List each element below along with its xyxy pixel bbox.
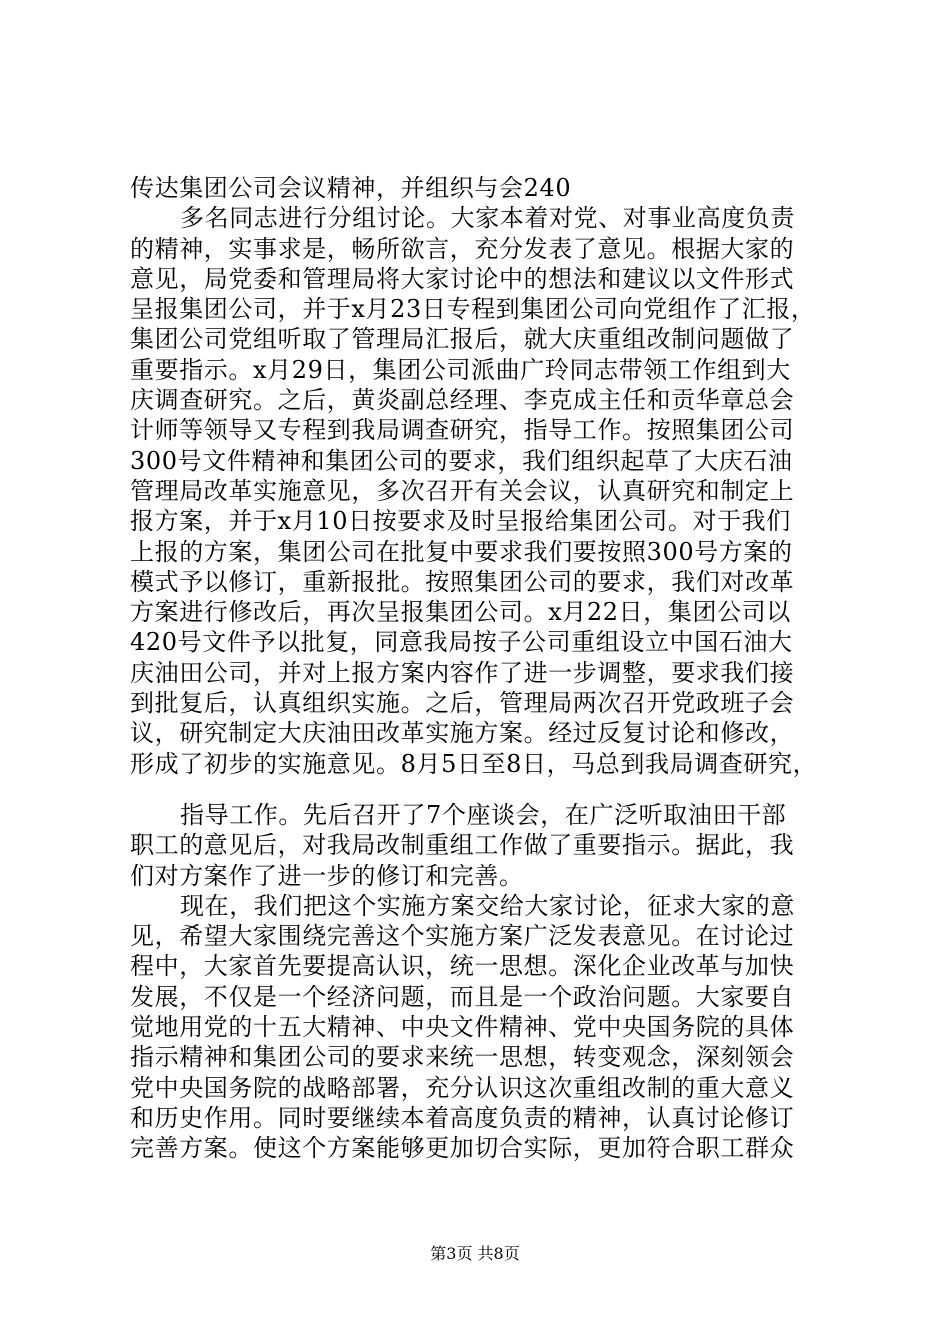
text-line: 们对方案作了进一步的修订和完善。 [130,861,524,890]
text-line: 议，研究制定大庆油田改革实施方案。经过反复讨论和修改， [130,719,795,748]
text-line: 庆调查研究。之后，黄炎副总经理、李克成主任和贡华章总会 [130,386,795,415]
text-line: 上报的方案，集团公司在批复中要求我们要按照300号方案的 [130,537,793,566]
text-block-2 [130,800,830,1164]
text-line: 完善方案。使这个方案能够更加切合实际，更加符合职工群众 [130,1134,795,1163]
text-line: 传达集团公司会议精神，并组织与会240 [130,174,572,202]
text-line: 见，希望大家围绕完善这个实施方案广泛发表意见。在讨论过 [130,922,795,951]
text-line: 计师等领导又专程到我局调查研究，指导工作。按照集团公司 [130,416,795,445]
text-line: 300号文件精神和集团公司的要求，我们组织起草了大庆石油 [130,446,793,475]
text-line: 报方案，并于x月10日按要求及时呈报给集团公司。对于我们 [130,507,791,536]
text-line: 形成了初步的实施意见。8月5日至8日，马总到我局调查研究， [130,749,818,778]
text-line: 管理局改革实施意见，多次召开有关会议，认真研究和制定上 [130,476,795,505]
text-line: 职工的意见后，对我局改制重组工作做了重要指示。据此，我 [130,831,795,860]
text-line: 到批复后，认真组织实施。之后，管理局两次召开党政班子会 [130,689,795,718]
text-line: 模式予以修订，重新报批。按照集团公司的要求，我们对改革 [130,567,795,596]
text-line: 发展，不仅是一个经济问题，而且是一个政治问题。大家要自 [130,982,795,1011]
page-number-footer: 第3页 共8页 [430,1244,520,1263]
text-line: 多名同志进行分组讨论。大家本着对党、对事业高度负责 [180,204,795,233]
text-line: 方案进行修改后，再次呈报集团公司。x月22日，集团公司以 [130,598,791,627]
text-line: 觉地用党的十五大精神、中央文件精神、党中央国务院的具体 [130,1013,795,1042]
text-line: 党中央国务院的战略部署，充分认识这次重组改制的重大意义 [130,1073,795,1102]
text-block-1 [130,173,830,779]
text-line: 呈报集团公司，并于x月23日专程到集团公司向党组作了汇报， [130,295,816,324]
text-line: 庆油田公司，并对上报方案内容作了进一步调整，要求我们接 [130,658,795,687]
text-line: 指示精神和集团公司的要求来统一思想，转变观念，深刻领会 [130,1043,795,1072]
text-line: 重要指示。x月29日，集团公司派曲广玲同志带领工作组到大 [130,355,791,384]
text-line: 现在，我们把这个实施方案交给大家讨论，征求大家的意 [180,891,795,920]
text-line: 420号文件予以批复，同意我局按子公司重组设立中国石油大 [130,628,793,657]
text-line: 意见，局党委和管理局将大家讨论中的想法和建议以文件形式 [130,264,795,293]
text-line: 程中，大家首先要提高认识，统一思想。深化企业改革与加快 [130,952,795,981]
text-line: 和历史作用。同时要继续本着高度负责的精神，认真讨论修订 [130,1103,795,1132]
text-line: 集团公司党组听取了管理局汇报后，就大庆重组改制问题做了 [130,325,795,354]
text-line: 指导工作。先后召开了7个座谈会，在广泛听取油田干部 [180,801,787,829]
text-line: 的精神，实事求是，畅所欲言，充分发表了意见。根据大家的 [130,234,795,263]
